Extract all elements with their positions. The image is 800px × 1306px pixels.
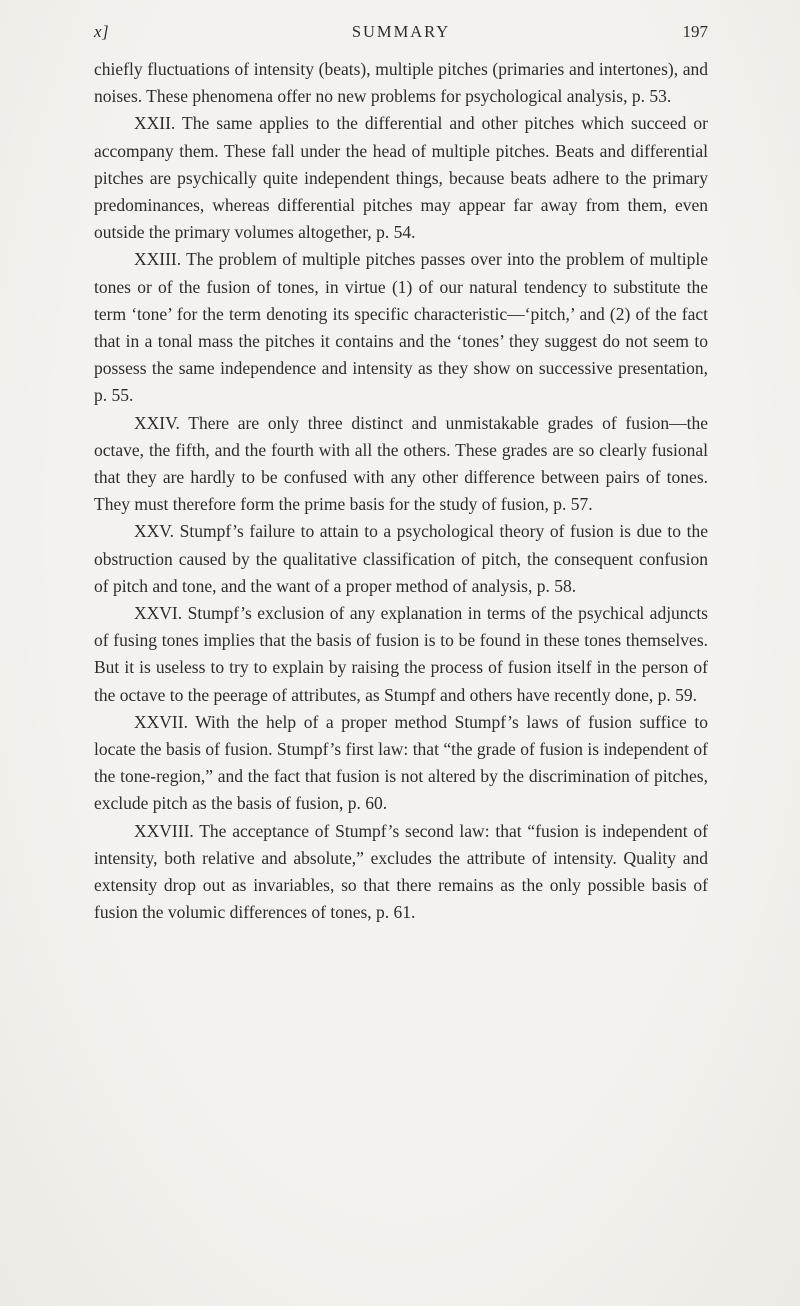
- running-head: [94, 22, 708, 42]
- paragraph-xxviii: XXVIII. The acceptance of Stumpf’s second law: that “fusion is independent of intensity, both relative and absolute,” excludes the attribute of intensity. Quality and extensity drop out as invariables, so that there remains as the only possible basis of fusion the volumic differences of tones, p. 61.: [94, 820, 708, 923]
- paragraph-xxv: XXV. Stumpf’s failure to attain to a psychological theory of fusion is due to the obstruction caused by the qualitative classification of pitch, the consequent confusion of pitch and tone, and the want of a proper method of analysis, p. 58.: [94, 521, 708, 596]
- paragraph-xxiii: XXIII. The problem of multiple pitches passes over into the problem of multiple tones or of the fusion of tones, in virtue (1) of our natural tendency to substitute the term ‘tone’ for the term denoting its specific characteristic—‘pitch,’ and (2) of the fact that in a tonal mass the pitches it contains and the ‘tones’ they suggest do not seem to possess the same independence and intensity as they show on successive presentation, p. 55.: [94, 249, 708, 406]
- paragraph-xxvi: XXVI. Stumpf’s exclusion of any explanation in terms of the psychical adjuncts of fusing tones implies that the basis of fusion is to be found in these tones themselves. But it is useless to try to explain by raising the process of fusion itself in the person of the octave to the peerage of attributes, as Stumpf and others have recently done, p. 59.: [94, 603, 708, 705]
- summary-text-block: [94, 56, 708, 927]
- paragraph-xxii: XXII. The same applies to the differential and other pitches which succeed or accompany them. These fall under the head of multiple pitches. Beats and differential pitches are psychically quite independent things, because beats adhere to the primary predominances, whereas differential pitches may appear far away from them, even outside the primary volumes altogether, p. 54.: [94, 113, 708, 243]
- page-title: SUMMARY: [351, 22, 451, 41]
- paragraph-xxiv: XXIV. There are only three distinct and unmistakable grades of fusion—the octave, the fifth, and the fourth with all the others. These grades are so clearly fusional that they are hardly to be confused with any other difference between pairs of tones. They must therefore form the prime basis for the study of fusion, p. 57.: [94, 412, 708, 515]
- paragraph-xxvii: XXVII. With the help of a proper method Stumpf’s laws of fusion suffice to locate the basis of fusion. Stumpf’s first law: that “the grade of fusion is independent of the tone-region,” and the fact that fusion is not altered by the discrimination of pitches, exclude pitch as the basis of fusion, p. 60.: [94, 711, 708, 814]
- signature-mark: x]: [94, 22, 110, 41]
- page-number: 197: [682, 22, 708, 41]
- paragraph-continuation: chiefly fluctuations of intensity (beats), multiple pitches (primaries and intertones), and noises. These phenomena offer no new problems for psychological analysis, p. 53.: [94, 59, 708, 107]
